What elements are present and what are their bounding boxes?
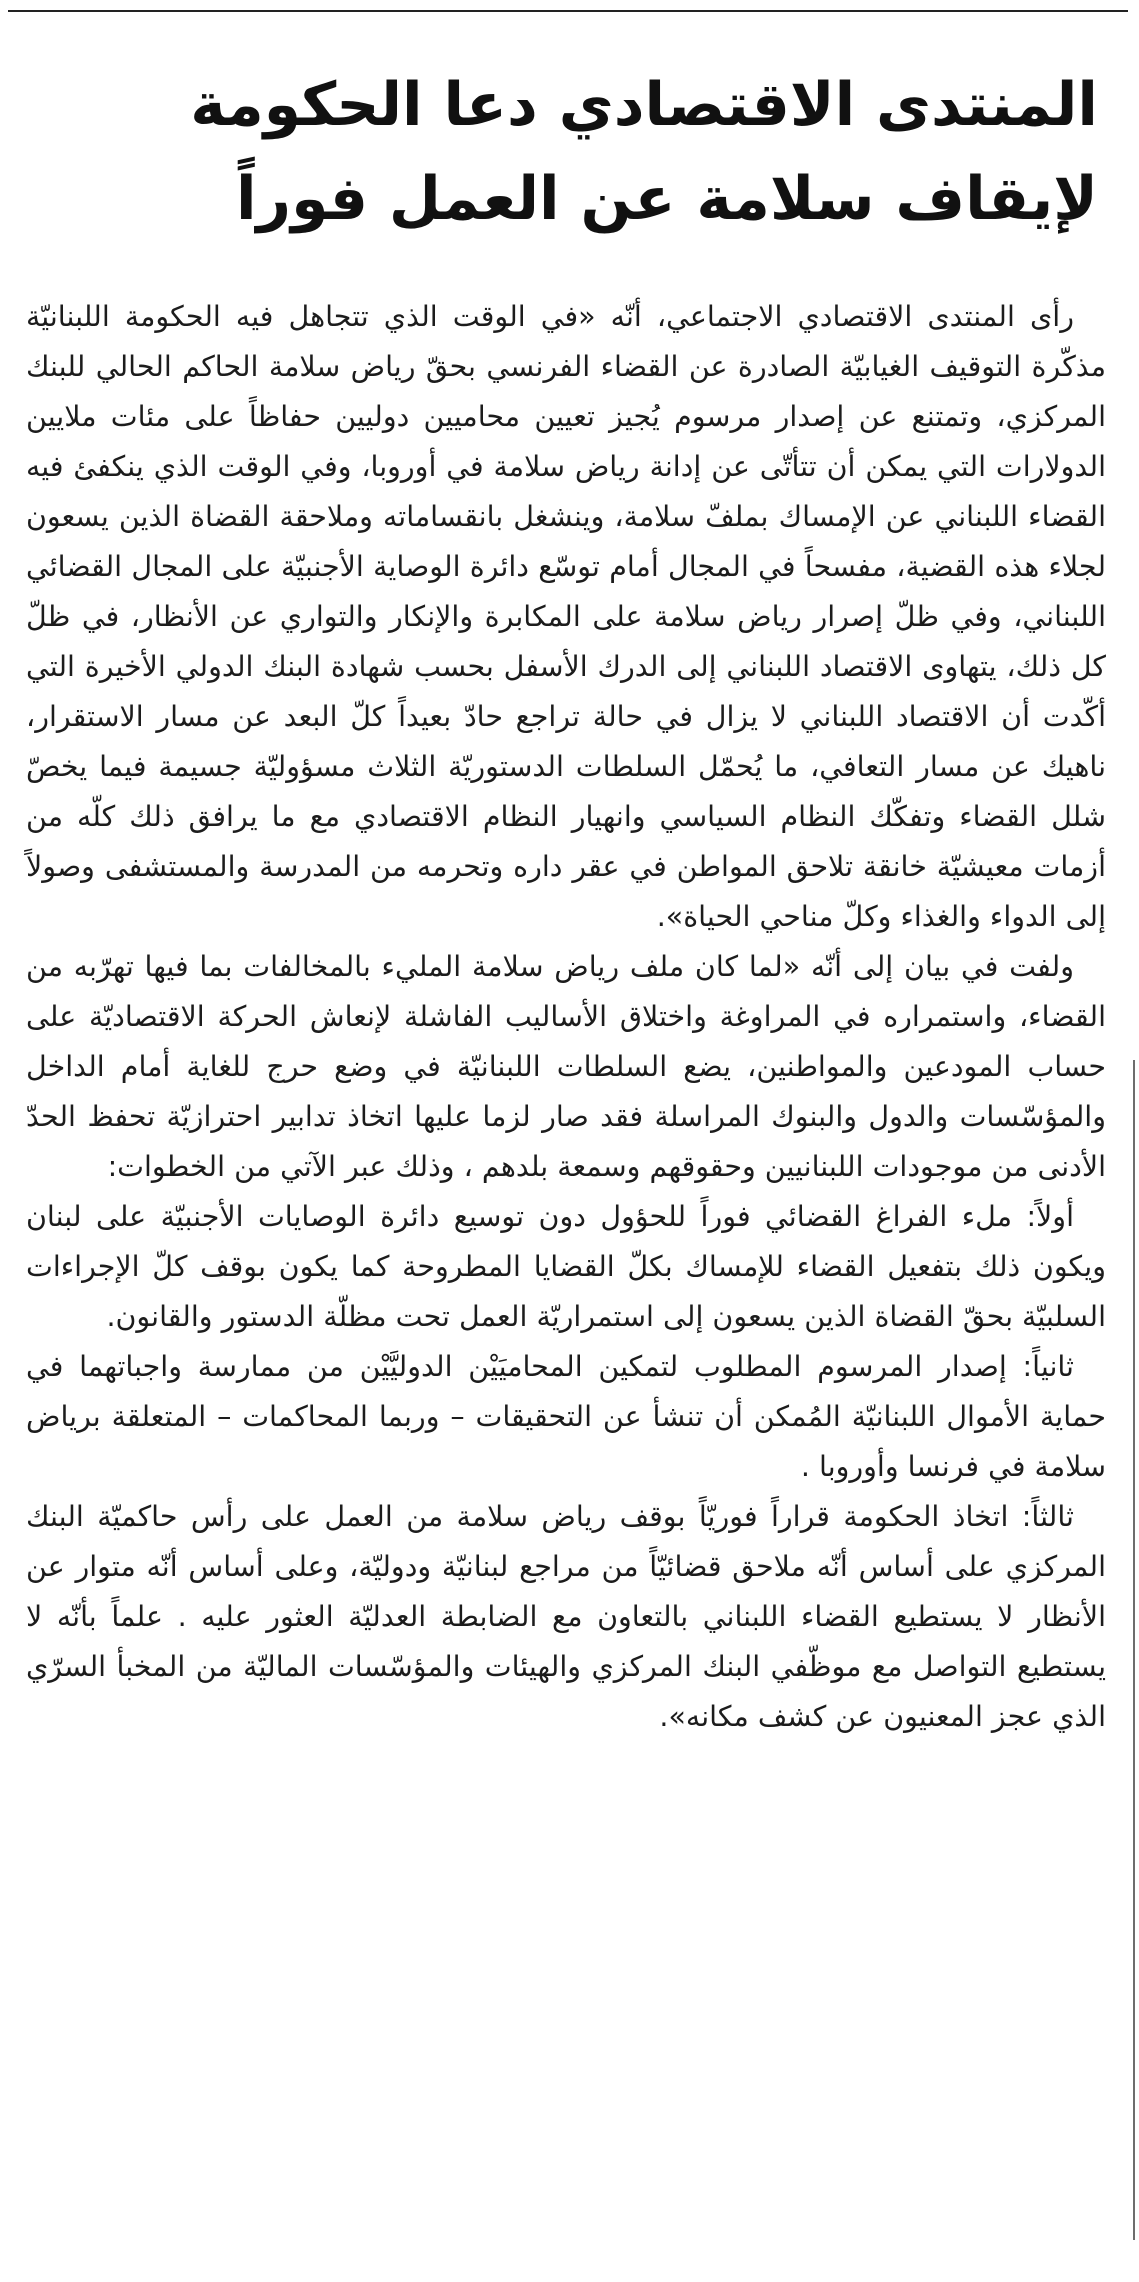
top-rule	[8, 10, 1128, 12]
headline-line-2: لإيقاف سلامة عن العمل فوراً	[235, 164, 1098, 234]
column-rule	[1133, 1060, 1135, 2240]
article-body	[26, 292, 1106, 1742]
paragraph-step-3: ثالثاً: اتخاذ الحكومة قراراً فوريّاً بوقف رياض سلامة من العمل على رأس حاكميّة البنك المركزي على أساس أنّه ملاحق قضائيّاً من مراجع لبنانيّة ودوليّة، وعلى أساس أنّه متوار عن الأنظار لا يستطيع القضاء اللبناني بالتعاون مع الضابطة العدليّة العثور عليه . علماً بأنّه لا يستطيع التواصل مع موظّفي البنك المركزي والهيئات والمؤسّسات الماليّة من المخبأ السرّي الذي عجز المعنيون عن كشف مكانه».	[26, 1500, 1106, 1733]
paragraph-statement: ولفت في بيان إلى أنّه «لما كان ملف رياض سلامة المليء بالمخالفات بما فيها تهرّبه من القضاء، واستمراره في المراوغة واختلاق الأساليب الفاشلة لإنعاش الحركة الاقتصاديّة على حساب المودعين والمواطنين، يضع السلطات اللبنانيّة في وضع حرج للغاية أمام الداخل والمؤسّسات والدول والبنوك المراسلة فقد صار لزما عليها اتخاذ تدابير احترازيّة تحفظ الحدّ الأدنى من موجودات اللبنانيين وحقوقهم وسمعة بلدهم ، وذلك عبر الآتي من الخطوات:	[26, 950, 1106, 1183]
news-article	[26, 58, 1106, 1742]
headline-line-1: المنتدى الاقتصادي دعا الحكومة	[190, 70, 1098, 140]
paragraph-step-1: أولاً: ملء الفراغ القضائي فوراً للحؤول دون توسيع دائرة الوصايات الأجنبيّة على لبنان ويكون ذلك بتفعيل القضاء للإمساك بكلّ القضايا المطروحة كما يكون بوقف كلّ الإجراءات السلبيّة بحقّ القضاة الذين يسعون إلى استمراريّة العمل تحت مظلّة الدستور والقانون.	[26, 1200, 1106, 1333]
paragraph-intro: رأى المنتدى الاقتصادي الاجتماعي، أنّه «في الوقت الذي تتجاهل فيه الحكومة اللبنانيّة مذكّرة التوقيف الغيابيّة الصادرة عن القضاء الفرنسي بحقّ رياض سلامة الحاكم الحالي للبنك المركزي، وتمتنع عن إصدار مرسوم يُجيز تعيين محاميين دوليين حفاظاً على مئات ملايين الدولارات التي يمكن أن تتأتّى عن إدانة رياض سلامة في أوروبا، وفي الوقت الذي ينكفئ فيه القضاء اللبناني عن الإمساك بملفّ سلامة، وينشغل بانقساماته وملاحقة القضاة الذين يسعون لجلاء هذه القضية، مفسحاً في المجال أمام توسّع دائرة الوصاية الأجنبيّة على المجال القضائي اللبناني، وفي ظلّ إصرار رياض سلامة على المكابرة والإنكار والتواري عن الأنظار، في ظلّ كل ذلك، يتهاوى الاقتصاد اللبناني إلى الدرك الأسفل بحسب شهادة البنك الدولي الأخيرة التي أكّدت أن الاقتصاد اللبناني لا يزال في حالة تراجع حادّ بعيداً كلّ البعد عن مسار الاستقرار، ناهيك عن مسار التعافي، ما يُحمّل السلطات الدستوريّة الثلاث مسؤوليّة جسيمة فيما يخصّ شلل القضاء وتفكّك النظام السياسي وانهيار النظام الاقتصادي مع ما يرافق ذلك كلّه من أزمات معيشيّة خانقة تلاحق المواطن في عقر داره وتحرمه من المدرسة والمستشفى وصولاً إلى الدواء والغذاء وكلّ مناحي الحياة».	[26, 300, 1106, 933]
paragraph-step-2: ثانياً: إصدار المرسوم المطلوب لتمكين المحاميَيْن الدوليَّيْن من ممارسة واجباتهما في حماية الأموال اللبنانيّة المُمكن أن تنشأ عن التحقيقات – وربما المحاكمات – المتعلقة برياض سلامة في فرنسا وأوروبا .	[26, 1350, 1106, 1483]
article-headline	[26, 58, 1106, 246]
